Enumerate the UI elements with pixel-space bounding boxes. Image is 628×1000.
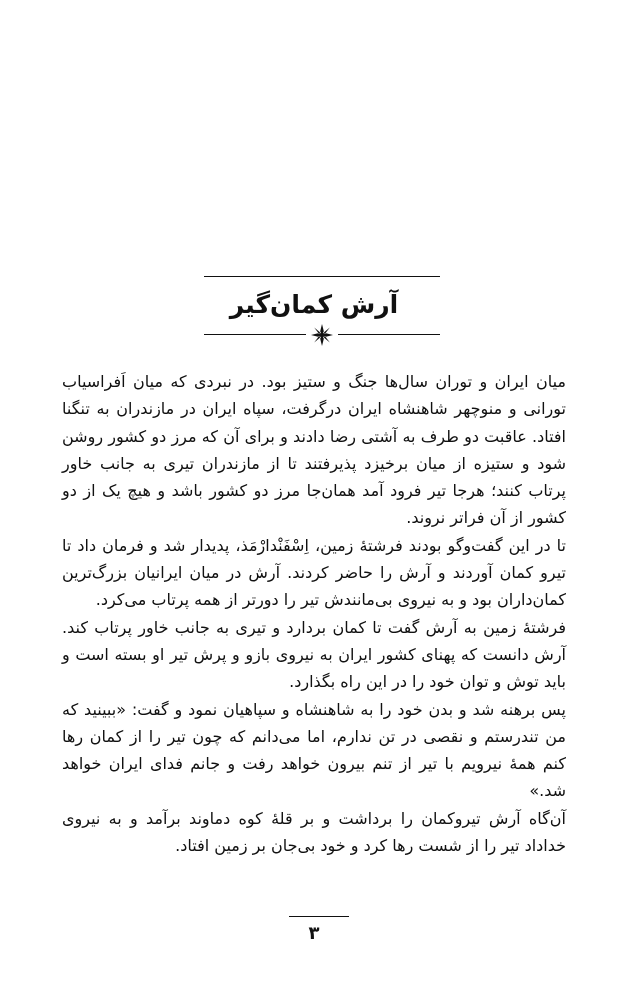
paragraph-2: تا در این گفت‌وگو بودند فرشتهٔ زمین، اِسْفَنْدارْمَذ، پدیدار شد و فرمان داد تا تیرو کمان آوردند و آرش را حاضر کردند. آرش در میان ایرانیان بزرگ‌ترین کمان‌داران بود و به نیروی بی‌مانندش تیر را دورتر از همه پرتاب می‌کرد.: [62, 535, 566, 610]
paragraph-5: آن‌گاه آرش تیروکمان را برداشت و بر قلهٔ کوه دماوند برآمد و به نیروی خداداد تیر را از شست رها کرد و خود بی‌جان بر زمین افتاد.: [62, 808, 566, 856]
paragraph-1: میان ایران و توران سال‌ها جنگ و ستیز بود. در نبردی که میان اَفراسیاب تورانی و منوچهر شاهنشاه ایران درگرفت، سپاه ایران در مازندران به تنگنا افتاد. عاقبت دو طرف به آشتی رضا دادند و برای آن که مرز دو کشور روشن شود و ستیزه از میان برخیزد پذیرفتند تا از مازندران تیری به جانب خاور پرتاب کنند؛ هرجا تیر فرود آمد همان‌جا مرز دو کشور باشد و هیچ یک از دو کشور از آن فراتر نروند.: [62, 372, 566, 528]
title-ornament: [204, 324, 440, 346]
chapter-title: آرش کمان‌گیر: [229, 290, 399, 319]
paragraph-3: فرشتهٔ زمین به آرش گفت تا کمان بردارد و تیری به جانب خاور پرتاب کند. آرش دانست که پهنای کشور ایران به نیروی بازو و پرش تیر او بسته است و باید توش و توان خود را در این راه بگذارد.: [62, 617, 566, 692]
page-number: ۳: [308, 923, 320, 944]
body-text: [62, 368, 566, 859]
star-ornament-icon: [310, 324, 334, 346]
title-top-rule: [204, 276, 440, 277]
ornament-line-left: [204, 334, 306, 335]
ornament-line-right: [338, 334, 440, 335]
page-number-rule: [289, 916, 349, 917]
paragraph-4: پس برهنه شد و بدن خود را به شاهنشاه و سپاهیان نمود و گفت: «ببینید که من تندرستم و نقصی در تن ندارم، اما می‌دانم که چون تیر را از کمان رها کنم همهٔ نیرویم با تیر از تنم بیرون خواهد رفت و جانم فدای ایران خواهد شد.»: [62, 699, 566, 801]
